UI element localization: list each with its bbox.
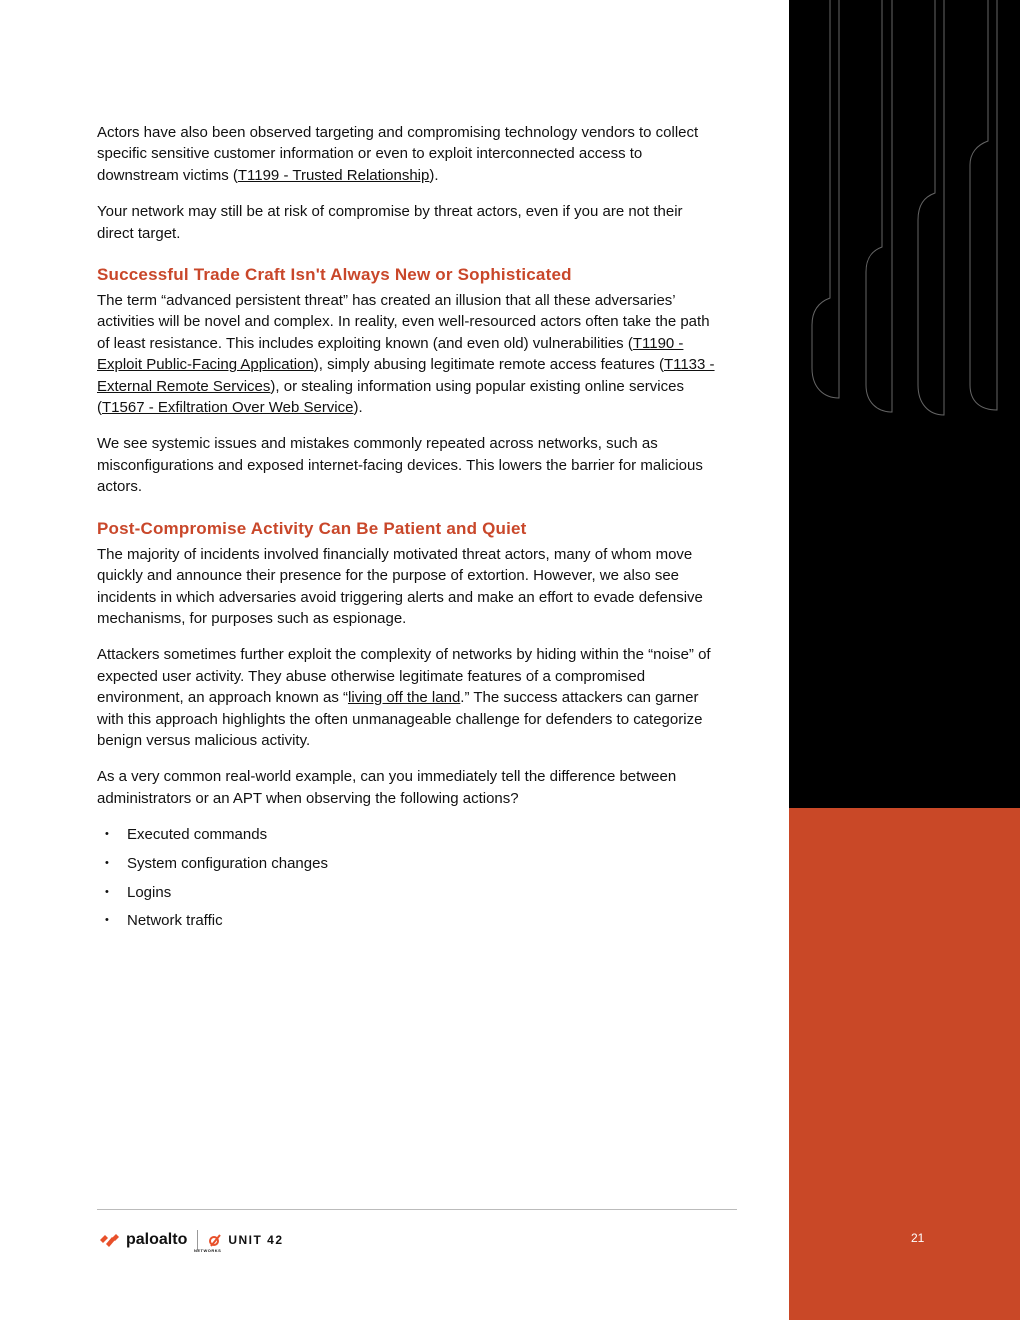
link-t1133[interactable]: T1133 - External Remote Services [97,356,715,395]
list-item: • Executed commands [97,824,722,853]
text: .” The success attackers can garner with this approach highlights the often unmanageable challenge for defenders to categorize benign versus malicious activity. [97,689,703,749]
unit42-text: UNIT 42 [228,1233,284,1247]
text: ). [353,399,363,417]
paragraph: Your network may still be at risk of compromise by threat actors, even if you are not their direct target. [97,203,683,242]
text: ), or stealing information using popular existing online services ( [97,377,684,417]
text: The term “advanced persistent threat” has created an illusion that all these adversaries’ activities will be novel and complex. In reality, even well-resourced actors often take the path of least resistance. This includes exploiting known (and even old) vulnerabilities ( [97,292,710,352]
decorative-orange-panel [789,808,1020,1320]
footer-divider [97,1209,737,1210]
list-item: • System configuration changes [97,853,722,882]
decorative-lines-graphic [789,0,1020,808]
text: ). [429,166,439,184]
main-content [97,122,722,939]
text: Attackers sometimes further exploit the complexity of networks by hiding within the “noise” of expected user activity. They abuse otherwise legitimate features of a compromised environment, an approach known as “ [97,646,711,707]
networks-text: NETWORKS [194,1248,222,1253]
link-t1199[interactable]: T1199 - Trusted Relationship [237,166,430,184]
paloalto-wordmark [126,1231,222,1253]
list-item: • Network traffic [97,910,722,939]
bullet-list [97,824,722,939]
paragraph: We see systemic issues and mistakes commonly repeated across networks, such as misconfigurations and exposed internet-facing devices. This lowers the barrier for malicious actors. [97,435,703,496]
paragraph [97,290,722,418]
paragraph [97,644,722,751]
text: ), simply abusing legitimate remote access features ( [313,356,664,374]
section-heading: Post-Compromise Activity Can Be Patient and Quiet [97,518,527,538]
text: Actors have also been observed targeting and compromising technology vendors to collect specific sensitive customer information or even to exploit interconnected access to downstream victims ( [97,124,699,184]
link-living-off-the-land[interactable]: living off the land [347,689,461,707]
link-t1567[interactable]: T1567 - Exfiltration Over Web Service [102,399,354,417]
logo-separator [197,1230,198,1250]
section-heading: Successful Trade Craft Isn't Always New or Sophisticated [97,265,572,285]
paloalto-text: paloalto [126,1231,188,1248]
footer-logos [98,1230,284,1253]
link-t1190[interactable]: T1190 - Exploit Public-Facing Application [97,334,684,374]
paragraph [97,122,722,186]
paragraph: As a very common real-world example, can you immediately tell the difference between administrators or an APT when observing the following actions? [97,768,677,807]
list-item: • Logins [97,882,722,911]
unit42-logo-icon [208,1233,222,1247]
decorative-black-panel [789,0,1020,808]
page-number: 21 [911,1231,925,1245]
paloalto-logo-icon [98,1232,120,1248]
paragraph: The majority of incidents involved financially motivated threat actors, many of whom move quickly and announce their presence for the purpose of extortion. However, we also see incidents in which adversaries avoid triggering alerts and make an effort to evade defensive mechanisms, for purposes such as espionage. [97,545,703,627]
